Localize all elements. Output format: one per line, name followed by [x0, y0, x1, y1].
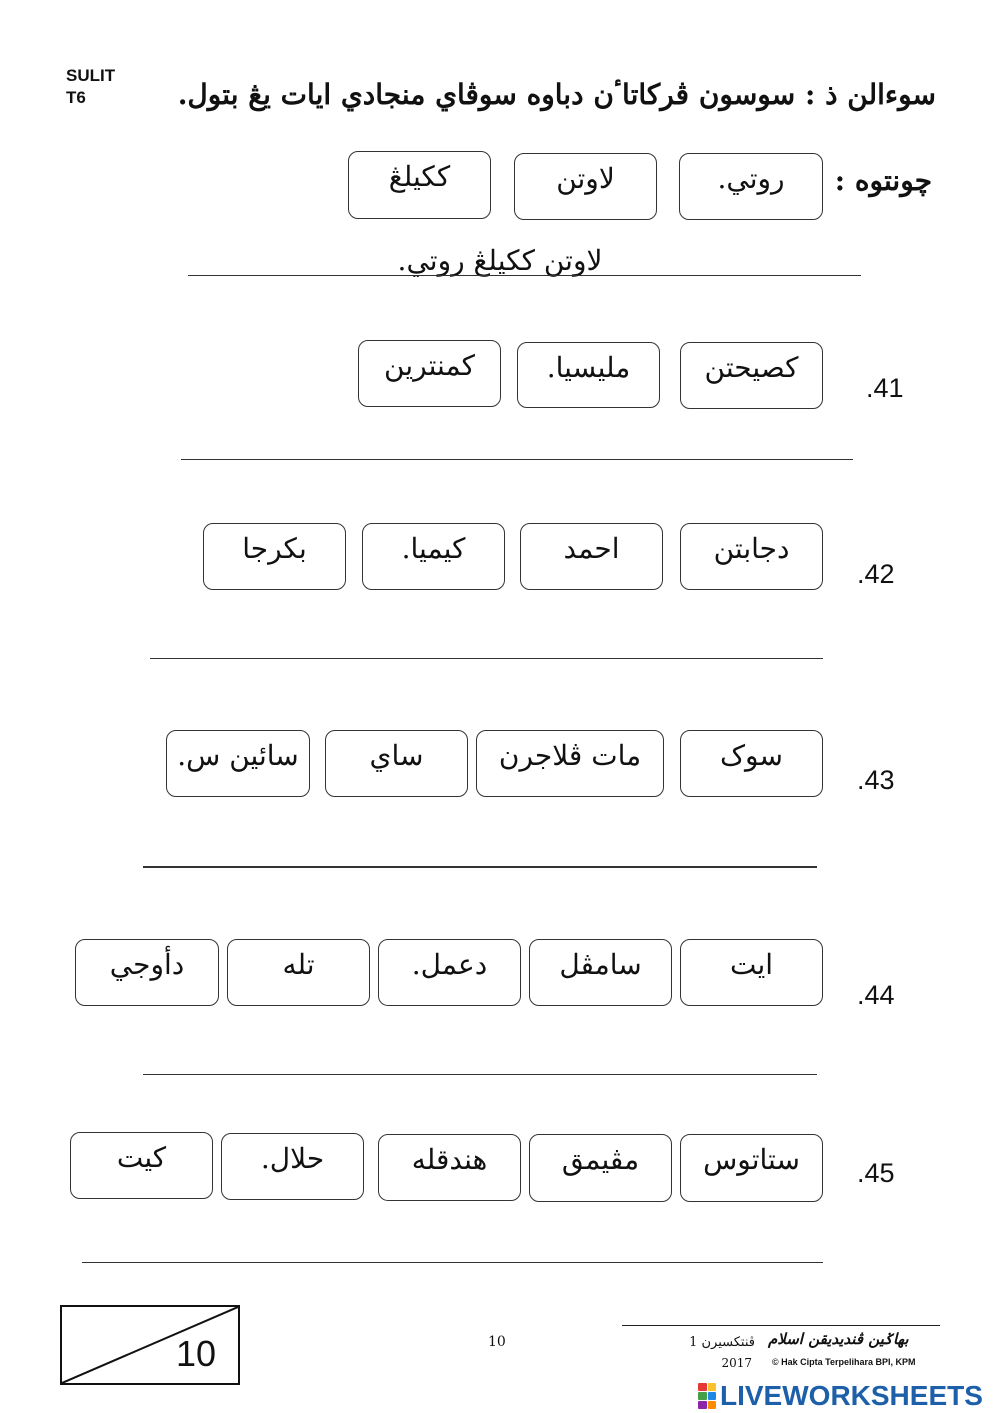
word-box-42-4[interactable]: بكرجا	[203, 523, 346, 590]
word-box-45-1[interactable]: ستاتوس	[680, 1134, 823, 1202]
answer-line-42[interactable]	[150, 658, 823, 659]
example-word-2[interactable]: لاوتن	[514, 153, 657, 220]
question-number-41: .41	[866, 373, 904, 403]
answer-line-45[interactable]	[82, 1262, 823, 1263]
word-box-45-5[interactable]: كيت	[70, 1132, 213, 1199]
page-number: 10	[488, 1334, 506, 1350]
answer-line-41[interactable]	[181, 459, 853, 460]
liveworksheets-icon	[698, 1383, 716, 1409]
example-label: چونتوه :	[834, 164, 932, 197]
header-sulit: SULIT	[66, 66, 116, 85]
answer-line-44[interactable]	[143, 1074, 817, 1075]
question-number-42: .42	[857, 559, 895, 589]
word-box-45-2[interactable]: مڤيمق	[529, 1134, 672, 1202]
example-answer-line	[188, 275, 861, 276]
word-box-45-3[interactable]: هندقله	[378, 1134, 521, 1201]
word-box-43-4[interactable]: سائين س.	[166, 730, 310, 797]
word-box-44-2[interactable]: سامڤل	[529, 939, 672, 1006]
question-instruction: سوءالن ذ : سوسون ڤركاتاٴن دباوه سوڤاي منجادي ايات يڠ بتول.	[177, 78, 936, 111]
footer-brand: بهاݢين ڤنديديقن اسلام	[768, 1330, 909, 1348]
header-code: T6	[66, 88, 86, 107]
footer-copyright: © Hak Cipta Terpelihara BPI, KPM	[772, 1357, 916, 1367]
word-box-41-2[interactable]: مليسيا.	[517, 342, 660, 408]
word-box-42-3[interactable]: كيميا.	[362, 523, 505, 590]
question-number-44: .44	[857, 980, 895, 1010]
word-box-42-2[interactable]: احمد	[520, 523, 663, 590]
example-answer: لاوتن ككيلڠ روتي.	[397, 244, 603, 277]
word-box-41-3[interactable]: كمنترين	[358, 340, 501, 407]
word-box-41-1[interactable]: كصيحتن	[680, 342, 823, 409]
score-box	[60, 1305, 240, 1385]
word-box-44-3[interactable]: دعمل.	[378, 939, 521, 1006]
score-value: 10	[175, 1333, 216, 1374]
word-box-45-4[interactable]: حلال.	[221, 1133, 364, 1200]
word-box-44-5[interactable]: دأوجي	[75, 939, 219, 1006]
question-number-45: .45	[857, 1158, 895, 1188]
word-box-43-1[interactable]: سوک	[680, 730, 823, 797]
word-box-44-4[interactable]: تله	[227, 939, 370, 1006]
liveworksheets-wordmark: LIVEWORKSHEETS	[720, 1380, 983, 1411]
liveworksheets-logo[interactable]	[698, 1381, 983, 1411]
footer-divider	[622, 1325, 940, 1326]
footer-year: 2017	[721, 1356, 752, 1370]
example-word-1[interactable]: روتي.	[679, 153, 823, 220]
answer-line-43[interactable]	[143, 866, 817, 868]
word-box-44-1[interactable]: ايت	[680, 939, 823, 1006]
example-word-3[interactable]: ككيلڠ	[348, 151, 491, 219]
word-box-43-2[interactable]: مات ڤلاجرن	[476, 730, 664, 797]
word-box-43-3[interactable]: ساي	[325, 730, 468, 797]
footer-book-title: ڤنتكسيرن 1	[689, 1335, 755, 1350]
question-number-43: .43	[857, 765, 895, 795]
word-box-42-1[interactable]: دجابتن	[680, 523, 823, 590]
